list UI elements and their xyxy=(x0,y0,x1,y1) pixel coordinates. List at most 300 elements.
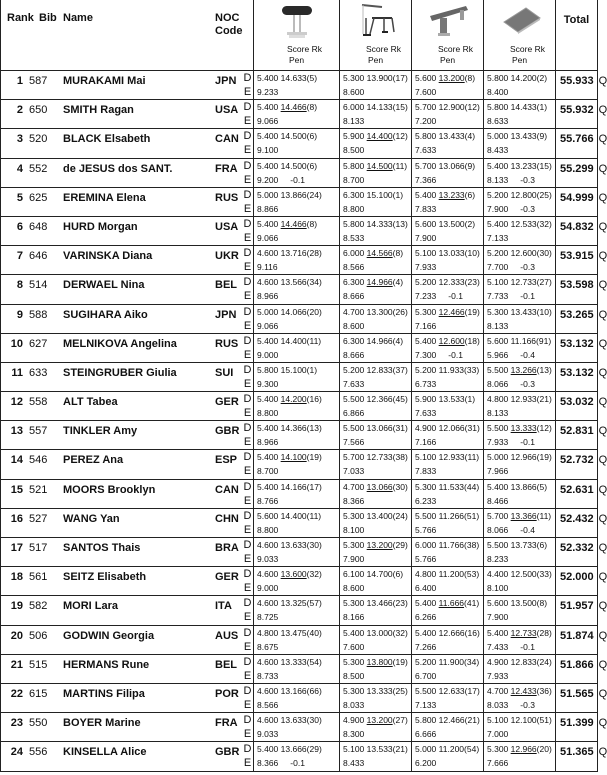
total-cell xyxy=(556,508,607,537)
e-score: 8.800 xyxy=(257,524,279,535)
athlete-name: SANTOS Thais xyxy=(63,542,141,554)
table-row xyxy=(1,625,598,654)
apparatus-score-cell xyxy=(254,158,340,187)
d-score: 6.300 xyxy=(343,277,365,288)
de-labels xyxy=(243,100,252,128)
apparatus-rank: (30) xyxy=(392,481,408,492)
d-score: 5.200 xyxy=(415,656,437,667)
penalty: -0.1 xyxy=(520,641,535,652)
d-label: D xyxy=(243,626,252,639)
athlete-name: de JESUS dos SANT. xyxy=(63,162,173,175)
e-score: 7.966 xyxy=(487,466,509,477)
d-score: 5.000 xyxy=(415,744,437,755)
e-score: 8.066 xyxy=(487,524,509,535)
d-score: 5.300 xyxy=(343,540,365,550)
d-label: D xyxy=(243,393,252,406)
d-score: 5.400 xyxy=(415,189,437,200)
apparatus-rank: (29) xyxy=(306,744,322,755)
de-labels xyxy=(243,596,252,624)
final-score: 13.333 xyxy=(366,685,393,696)
e-score: 9.000 xyxy=(257,583,279,594)
e-label: E xyxy=(243,465,252,478)
apparatus-score-cell xyxy=(340,333,412,362)
athlete-cell xyxy=(1,187,254,216)
apparatus-rank: (23) xyxy=(392,598,408,609)
apparatus-score-cell xyxy=(412,625,484,654)
total-cell xyxy=(556,625,607,654)
apparatus-rank: (45) xyxy=(392,394,408,405)
athlete-name: MELNIKOVA Angelina xyxy=(63,337,177,350)
apparatus-score-cell xyxy=(412,508,484,537)
table-row xyxy=(1,654,598,683)
qualified-badge: Q xyxy=(598,571,607,584)
final-score: 12.466 xyxy=(438,306,465,317)
noc-code: JPN xyxy=(215,75,237,87)
athlete-cell xyxy=(1,742,254,771)
bib: 587 xyxy=(29,75,48,87)
d-score: 5.400 xyxy=(257,131,279,142)
apparatus-rank: (57) xyxy=(306,598,322,609)
final-score: 12.433 xyxy=(510,685,537,696)
apparatus-score-cell xyxy=(484,187,556,216)
rank: 16 xyxy=(10,512,23,525)
bib: 514 xyxy=(29,279,48,292)
d-score: 5.300 xyxy=(415,481,437,492)
header-pen: Pen xyxy=(439,55,456,65)
qualified-badge: Q xyxy=(598,220,607,233)
e-score: 9.066 xyxy=(257,232,279,243)
e-score: 8.700 xyxy=(343,174,365,185)
de-labels xyxy=(243,305,252,333)
apparatus-score-cell xyxy=(254,246,340,275)
athlete-name: BLACK Elsabeth xyxy=(63,133,151,146)
apparatus-score-cell xyxy=(340,392,412,421)
qualified-badge: Q xyxy=(598,512,607,525)
noc-code: RUS xyxy=(215,337,239,350)
apparatus-score-cell xyxy=(412,392,484,421)
penalty: -0.1 xyxy=(290,174,305,185)
final-score: 13.533 xyxy=(366,744,393,755)
d-label: D xyxy=(243,684,252,697)
final-score: 14.633 xyxy=(280,73,307,83)
apparatus-score-cell xyxy=(412,450,484,479)
apparatus-score-cell xyxy=(340,450,412,479)
e-score: 7.900 xyxy=(415,232,437,243)
e-score: 7.600 xyxy=(415,87,437,97)
apparatus-score-cell xyxy=(340,479,412,508)
table-row xyxy=(1,216,598,245)
table-row xyxy=(1,246,598,275)
d-score: 5.100 xyxy=(487,715,509,726)
e-score: 8.725 xyxy=(257,612,279,623)
d-score: 5.400 xyxy=(487,160,509,171)
e-score: 8.600 xyxy=(343,583,365,594)
d-score: 4.600 xyxy=(257,685,279,696)
rank: 22 xyxy=(10,687,23,700)
rank: 21 xyxy=(10,658,23,671)
apparatus-score-cell xyxy=(484,479,556,508)
rank: 10 xyxy=(10,337,23,350)
total-cell xyxy=(556,304,607,333)
e-score: 9.066 xyxy=(257,320,279,331)
apparatus-rank: (51) xyxy=(536,715,552,726)
athlete-cell xyxy=(1,362,254,391)
noc-code: GBR xyxy=(215,746,240,759)
total-cell xyxy=(556,713,607,742)
de-labels xyxy=(243,684,252,712)
e-score: 9.000 xyxy=(257,349,279,360)
e-label: E xyxy=(243,553,252,565)
total-score: 52.831 xyxy=(560,425,594,438)
apparatus-score-cell xyxy=(340,567,412,596)
apparatus-rank: (6) xyxy=(464,189,476,200)
apparatus-rank: (38) xyxy=(392,452,408,463)
apparatus-rank: (41) xyxy=(464,598,480,609)
total-cell xyxy=(556,479,607,508)
apparatus-rank: (19) xyxy=(536,452,552,463)
d-score: 5.700 xyxy=(343,452,365,463)
e-score: 8.066 xyxy=(487,378,509,389)
table-row xyxy=(1,187,598,216)
d-label: D xyxy=(243,480,252,493)
rank: 23 xyxy=(10,717,23,730)
d-score: 5.000 xyxy=(487,131,509,142)
qualified-badge: Q xyxy=(598,162,607,175)
noc-code: GBR xyxy=(215,425,240,438)
e-score: 7.633 xyxy=(415,145,437,156)
e-label: E xyxy=(243,611,252,624)
apparatus-score-cell xyxy=(340,625,412,654)
table-row xyxy=(1,392,598,421)
de-labels xyxy=(243,129,252,157)
e-score: 8.800 xyxy=(343,203,365,214)
penalty: -0.3 xyxy=(520,699,535,710)
e-score: 9.300 xyxy=(257,378,279,389)
final-score: 14.066 xyxy=(280,306,307,317)
total-score: 53.132 xyxy=(560,337,594,350)
apparatus-rank: (17) xyxy=(464,685,480,696)
d-label: D xyxy=(243,217,252,230)
apparatus-rank: (24) xyxy=(306,189,322,200)
final-score: 13.633 xyxy=(280,540,307,550)
header-noc-code xyxy=(215,12,243,38)
e-score: 7.000 xyxy=(487,729,509,740)
apparatus-score-cell xyxy=(412,479,484,508)
final-score: 14.100 xyxy=(280,452,307,463)
header-pen: Pen xyxy=(288,55,305,65)
d-label: D xyxy=(243,451,252,464)
final-score: 11.533 xyxy=(438,481,465,492)
final-score: 13.233 xyxy=(510,160,537,171)
apparatus-score-cell xyxy=(484,538,556,567)
d-score: 5.400 xyxy=(257,160,279,171)
apparatus-score-cell xyxy=(340,713,412,742)
total-score: 52.332 xyxy=(560,542,594,554)
apparatus-score-cell xyxy=(484,216,556,245)
e-score: 7.133 xyxy=(415,699,437,710)
final-score: 12.833 xyxy=(366,364,393,375)
apparatus-rank: (2) xyxy=(536,73,548,83)
apparatus-score-cell xyxy=(340,246,412,275)
e-score: 8.800 xyxy=(257,408,279,419)
e-score: 5.766 xyxy=(415,554,437,564)
apparatus-score-cell xyxy=(254,129,340,158)
apparatus-score-cell xyxy=(412,246,484,275)
apparatus-score-cell xyxy=(254,450,340,479)
total-cell xyxy=(556,333,607,362)
e-score: 7.433 xyxy=(487,641,509,652)
d-score: 5.000 xyxy=(257,189,279,200)
e-score: 7.600 xyxy=(343,641,365,652)
apparatus-rank: (1) xyxy=(536,102,548,113)
d-score: 4.600 xyxy=(257,277,279,288)
e-score: 8.566 xyxy=(343,262,365,273)
bib: 515 xyxy=(29,658,48,671)
apparatus-score-cell xyxy=(484,100,556,129)
header-total xyxy=(556,0,598,71)
final-score: 14.400 xyxy=(366,131,393,142)
total-score: 55.766 xyxy=(560,133,594,146)
bib: 558 xyxy=(29,396,48,409)
e-score: 8.400 xyxy=(487,87,509,97)
final-score: 11.200 xyxy=(438,569,465,580)
apparatus-rank: (53) xyxy=(464,569,480,580)
athlete-cell xyxy=(1,158,254,187)
apparatus-score-cell xyxy=(340,683,412,712)
e-score: 8.133 xyxy=(487,408,509,419)
apparatus-score-cell xyxy=(340,71,412,100)
d-score: 5.200 xyxy=(343,364,365,375)
noc-code: FRA xyxy=(215,717,238,730)
e-score: 8.100 xyxy=(487,583,509,594)
de-labels xyxy=(243,363,252,391)
de-labels xyxy=(243,480,252,508)
d-score: 4.900 xyxy=(487,656,509,667)
total-score: 53.915 xyxy=(560,250,594,263)
final-score: 14.433 xyxy=(510,102,537,113)
total-cell xyxy=(556,421,607,450)
apparatus-rank: (25) xyxy=(536,189,552,200)
e-score: 7.366 xyxy=(415,174,437,185)
de-labels xyxy=(243,713,252,741)
apparatus-rank: (26) xyxy=(392,306,408,317)
d-score: 5.400 xyxy=(257,481,279,492)
e-score: 8.533 xyxy=(343,232,365,243)
apparatus-score-cell xyxy=(254,392,340,421)
apparatus-score-cell xyxy=(340,187,412,216)
total-score: 51.874 xyxy=(560,629,594,642)
e-score: 8.600 xyxy=(343,320,365,331)
apparatus-rank: (6) xyxy=(392,569,404,580)
apparatus-score-cell xyxy=(412,158,484,187)
d-score: 5.300 xyxy=(487,744,509,755)
d-score: 5.400 xyxy=(487,627,509,638)
apparatus-rank: (33) xyxy=(536,569,552,580)
e-score: 8.766 xyxy=(257,495,279,506)
e-score: 6.200 xyxy=(415,758,437,769)
apparatus-score-cell xyxy=(254,362,340,391)
total-cell xyxy=(556,683,607,712)
apparatus-rank: (29) xyxy=(392,540,408,550)
apparatus-rank: (19) xyxy=(464,306,480,317)
e-score: 7.200 xyxy=(415,116,437,127)
apparatus-score-cell xyxy=(412,742,484,771)
apparatus-score-cell xyxy=(484,246,556,275)
apparatus-score-cell xyxy=(484,71,556,100)
de-labels xyxy=(243,538,252,566)
final-score: 13.400 xyxy=(366,510,393,521)
penalty: -0.4 xyxy=(520,524,535,535)
de-labels xyxy=(243,275,252,303)
penalty: -0.4 xyxy=(520,349,535,360)
d-score: 5.400 xyxy=(343,627,365,638)
de-labels xyxy=(243,626,252,654)
d-score: 5.600 xyxy=(487,335,509,346)
athlete-name: MURAKAMI Mai xyxy=(63,75,146,87)
athlete-cell xyxy=(1,216,254,245)
final-score: 14.500 xyxy=(366,160,393,171)
total-cell xyxy=(556,567,607,596)
e-score: 7.666 xyxy=(487,758,509,769)
bib: 633 xyxy=(29,366,48,379)
d-score: 5.500 xyxy=(343,423,365,434)
vault-icon xyxy=(267,2,327,42)
final-score: 12.733 xyxy=(366,452,393,463)
final-score: 13.500 xyxy=(438,218,465,229)
e-score: 7.900 xyxy=(487,203,509,214)
final-score: 12.933 xyxy=(438,452,465,463)
de-labels xyxy=(243,188,252,216)
d-score: 5.500 xyxy=(415,685,437,696)
bib: 648 xyxy=(29,220,48,233)
athlete-cell xyxy=(1,450,254,479)
apparatus-score-cell xyxy=(484,742,556,771)
bib: 520 xyxy=(29,133,48,146)
rank: 19 xyxy=(10,600,23,613)
bib: 650 xyxy=(29,104,48,117)
final-score: 13.066 xyxy=(366,481,393,492)
d-score: 4.600 xyxy=(257,248,279,259)
apparatus-rank: (8) xyxy=(306,102,318,113)
apparatus-rank: (30) xyxy=(536,248,552,259)
e-label: E xyxy=(243,86,252,98)
apparatus-score-cell xyxy=(484,596,556,625)
athlete-name: SMITH Ragan xyxy=(63,104,134,117)
apparatus-rank: (20) xyxy=(306,306,322,317)
final-score: 11.200 xyxy=(438,744,465,755)
e-score: 8.133 xyxy=(343,116,365,127)
final-score: 13.716 xyxy=(280,248,307,259)
total-score: 53.032 xyxy=(560,396,594,409)
athlete-cell xyxy=(1,508,254,537)
final-score: 14.466 xyxy=(280,102,307,113)
d-score: 6.000 xyxy=(343,102,365,113)
final-score: 13.433 xyxy=(510,306,537,317)
d-score: 4.700 xyxy=(487,685,509,696)
d-score: 5.800 xyxy=(415,131,437,142)
apparatus-score-cell xyxy=(254,742,340,771)
d-label: D xyxy=(243,247,252,260)
athlete-name: WANG Yan xyxy=(63,512,120,525)
apparatus-score-cell xyxy=(412,275,484,304)
apparatus-rank: (1) xyxy=(464,394,476,405)
total-score: 51.957 xyxy=(560,600,594,613)
e-score: 8.500 xyxy=(343,670,365,681)
e-label: E xyxy=(243,144,252,157)
apparatus-rank: (10) xyxy=(536,306,552,317)
e-score: 5.966 xyxy=(487,349,509,360)
d-score: 5.300 xyxy=(343,598,365,609)
apparatus-rank: (54) xyxy=(464,744,480,755)
apparatus-rank: (23) xyxy=(464,277,480,288)
apparatus-score-cell xyxy=(412,100,484,129)
e-score: 7.233 xyxy=(415,291,437,302)
apparatus-score-cell xyxy=(484,392,556,421)
apparatus-score-cell xyxy=(254,508,340,537)
bib: 627 xyxy=(29,337,48,350)
bib: 546 xyxy=(29,454,48,467)
e-score: 8.366 xyxy=(257,758,279,769)
penalty: -0.3 xyxy=(520,203,535,214)
table-row xyxy=(1,421,598,450)
apparatus-score-cell xyxy=(340,158,412,187)
apparatus-rank: (12) xyxy=(464,102,480,113)
apparatus-rank: (13) xyxy=(392,218,408,229)
qualified-badge: Q xyxy=(598,542,607,554)
d-score: 5.600 xyxy=(415,73,437,83)
apparatus-rank: (1) xyxy=(306,364,318,375)
e-label: E xyxy=(243,728,252,741)
final-score: 13.300 xyxy=(366,306,393,317)
apparatus-score-cell xyxy=(412,71,484,100)
e-score: 6.700 xyxy=(415,670,437,681)
qualified-badge: Q xyxy=(598,658,607,671)
e-score: 8.300 xyxy=(343,729,365,740)
apparatus-rank: (21) xyxy=(536,394,552,405)
rank: 18 xyxy=(10,571,23,584)
d-score: 4.600 xyxy=(257,656,279,667)
results-body xyxy=(1,71,607,772)
apparatus-score-cell xyxy=(340,654,412,683)
final-score: 13.333 xyxy=(280,656,307,667)
bib: 646 xyxy=(29,250,48,263)
final-score: 12.933 xyxy=(510,394,537,405)
qualified-badge: Q xyxy=(598,250,607,263)
bib: 582 xyxy=(29,600,48,613)
d-score: 5.400 xyxy=(415,335,437,346)
table-row xyxy=(1,742,598,771)
final-score: 12.733 xyxy=(510,277,537,288)
apparatus-rank: (38) xyxy=(464,540,480,550)
noc-code: UKR xyxy=(215,250,239,263)
apparatus-score-cell xyxy=(340,508,412,537)
final-score: 13.800 xyxy=(366,656,393,667)
apparatus-score-cell xyxy=(340,304,412,333)
e-score: 6.666 xyxy=(415,729,437,740)
total-cell xyxy=(556,100,607,129)
noc-code: SUI xyxy=(215,366,234,379)
e-score: 9.033 xyxy=(257,729,279,740)
apparatus-score-cell xyxy=(484,625,556,654)
rank: 5 xyxy=(16,191,23,204)
athlete-cell xyxy=(1,625,254,654)
apparatus-score-cell xyxy=(484,129,556,158)
d-score: 5.800 xyxy=(415,715,437,726)
penalty: -0.1 xyxy=(290,758,305,769)
e-score: 6.866 xyxy=(343,408,365,419)
apparatus-score-cell xyxy=(484,362,556,391)
final-score: 13.066 xyxy=(366,423,393,434)
